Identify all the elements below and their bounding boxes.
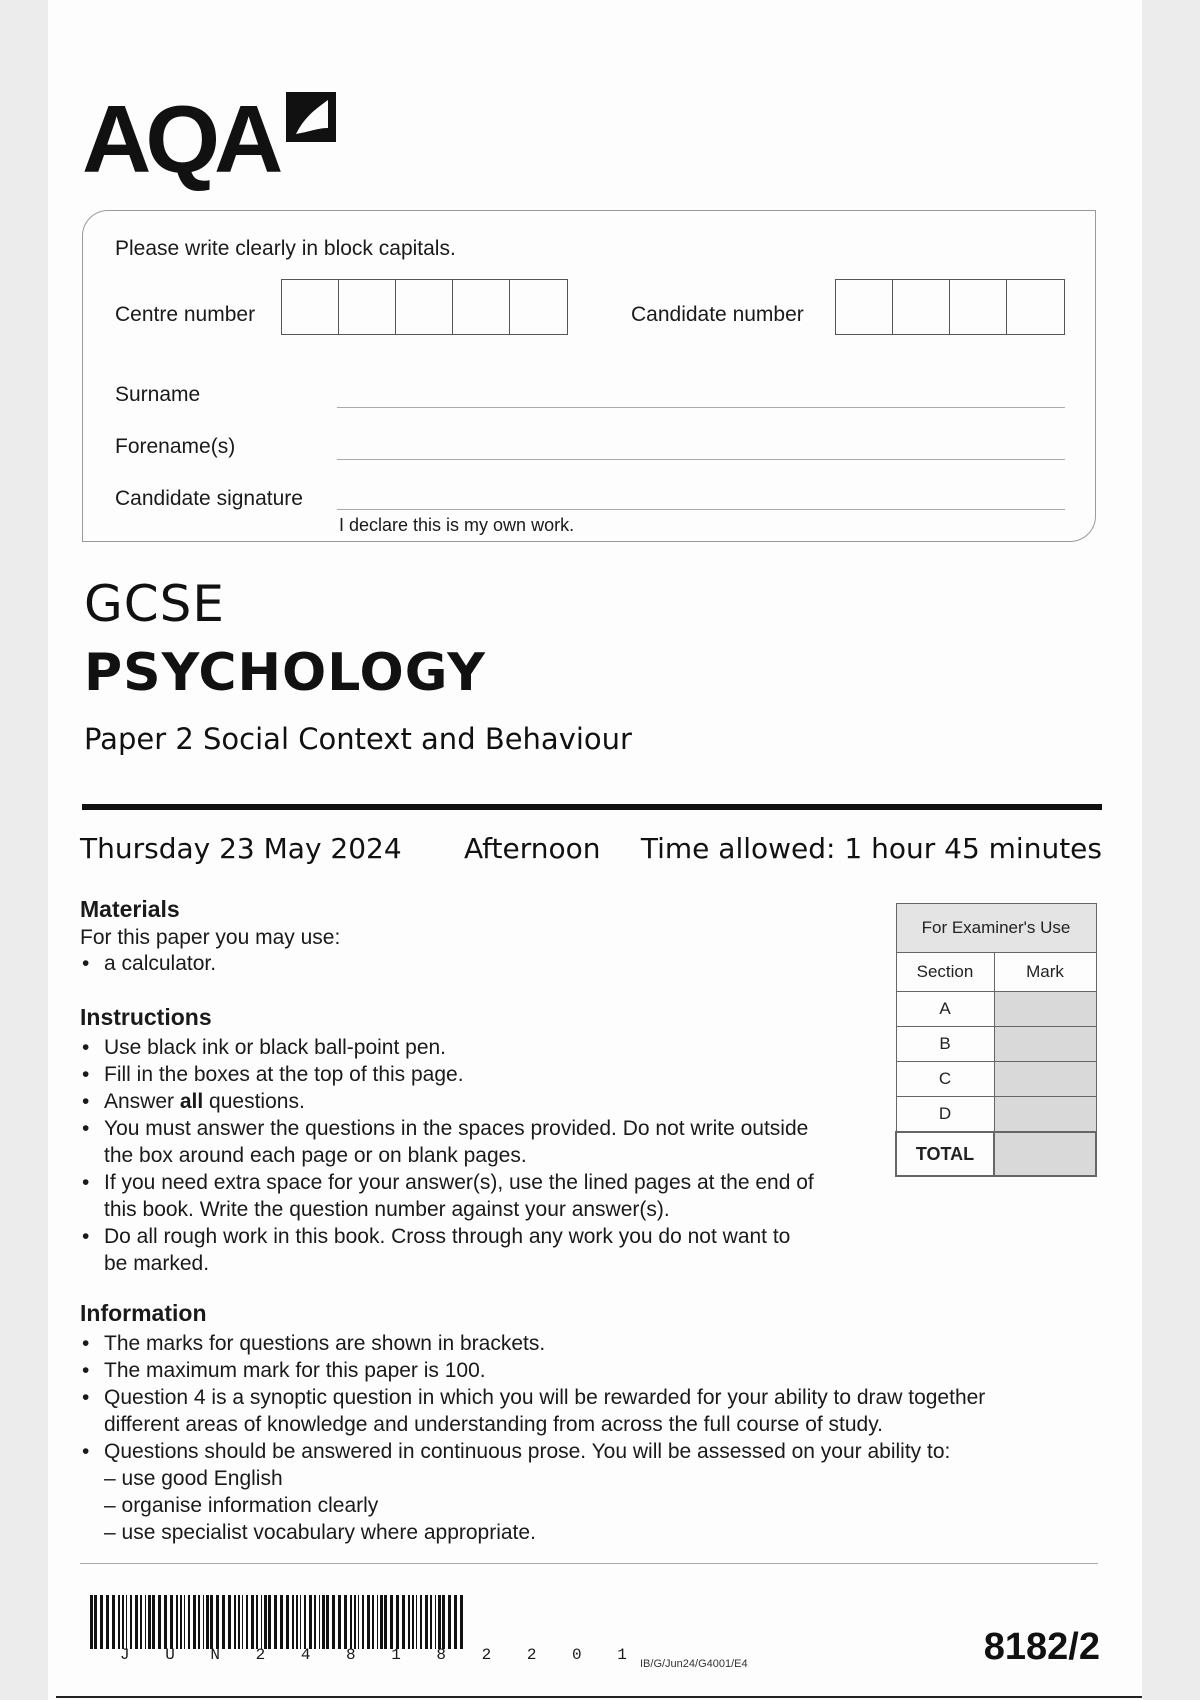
aqa-logo (82, 86, 342, 193)
instruction-item (80, 1169, 814, 1223)
paper-code: 8182/2 (983, 1626, 1100, 1668)
centre-number-boxes[interactable] (281, 279, 568, 335)
barcode-bar (118, 1595, 120, 1649)
total-label: TOTAL (896, 1132, 994, 1176)
barcode-bar (94, 1595, 97, 1649)
barcode-bar (460, 1595, 463, 1649)
centre-number-digit[interactable] (396, 280, 453, 334)
instruction-emphasis: all (179, 1090, 204, 1113)
candidate-number-digit[interactable] (950, 280, 1007, 334)
barcode (88, 1595, 470, 1649)
barcode-bar (210, 1595, 213, 1649)
document-reference: IB/G/Jun24/G4001/E4 (640, 1658, 748, 1670)
section-label: C (896, 1062, 994, 1097)
barcode-bar (354, 1595, 356, 1649)
barcode-bar (180, 1595, 182, 1649)
logo-text: AQA (82, 86, 278, 193)
barcode-bar (322, 1595, 325, 1649)
instructions-list (80, 1034, 814, 1277)
barcode-bar (251, 1595, 254, 1649)
candidate-number-digit[interactable] (836, 280, 893, 334)
instruction-text: the box around each page or on blank pages. (104, 1144, 527, 1167)
instruction-item (80, 1061, 814, 1088)
barcode-bar (344, 1595, 347, 1649)
mark-cell (994, 1027, 1096, 1062)
instruction-item (80, 1115, 814, 1169)
barcode-bar (280, 1595, 283, 1649)
instruction-text: Fill in the boxes at the top of this page. (104, 1063, 464, 1086)
barcode-bar (170, 1595, 173, 1649)
examiners-use-title: For Examiner's Use (896, 904, 1096, 953)
mark-column-header: Mark (994, 953, 1096, 992)
barcode-bar (416, 1595, 417, 1649)
section-label: D (896, 1097, 994, 1133)
information-text: different areas of knowledge and understanding from across the full course of study. (104, 1413, 884, 1436)
barcode-bar (198, 1595, 200, 1649)
barcode-bar (442, 1595, 445, 1649)
barcode-bar (300, 1595, 301, 1649)
barcode-bar (158, 1595, 161, 1649)
barcode-bar (164, 1595, 167, 1649)
barcode-bar (100, 1595, 103, 1649)
barcode-bar (193, 1595, 196, 1649)
barcode-bar (222, 1595, 225, 1649)
instruction-item (80, 1223, 814, 1277)
barcode-bar (145, 1595, 146, 1649)
qualification-level: GCSE (84, 575, 225, 633)
paper-title: Paper 2 Social Context and Behaviour (84, 722, 632, 756)
barcode-bar (264, 1595, 267, 1649)
logo-mark-icon (282, 88, 340, 146)
barcode-bar (430, 1595, 432, 1649)
declaration-text: I declare this is my own work. (339, 515, 575, 535)
centre-number-digit[interactable] (339, 280, 396, 334)
total-mark-cell (994, 1132, 1096, 1176)
section-label: B (896, 1027, 994, 1062)
criteria-item: – use specialist vocabulary where appropriate. (104, 1521, 536, 1544)
mark-cell (994, 1062, 1096, 1097)
barcode-bar (309, 1595, 312, 1649)
centre-number-digit[interactable] (453, 280, 510, 334)
barcode-bar (362, 1595, 364, 1649)
barcode-bar (384, 1595, 387, 1649)
instruction-text: this book. Write the question number against your answer(s). (104, 1198, 670, 1221)
barcode-bar (234, 1595, 236, 1649)
barcode-bar (367, 1595, 370, 1649)
information-heading: Information (80, 1300, 207, 1326)
candidate-number-boxes[interactable] (835, 279, 1065, 335)
barcode-bar (135, 1595, 138, 1649)
surname-label: Surname (115, 383, 201, 406)
barcode-bar (216, 1595, 219, 1649)
mark-cell (994, 992, 1096, 1027)
barcode-bar (314, 1595, 316, 1649)
barcode-bar (261, 1595, 262, 1649)
section-label: A (896, 992, 994, 1027)
subject-title: PSYCHOLOGY (84, 643, 486, 703)
barcode-bar (454, 1595, 457, 1649)
centre-number-digit[interactable] (510, 280, 567, 334)
block-capitals-instruction: Please write clearly in block capitals. (115, 237, 456, 260)
barcode-bar (242, 1595, 243, 1649)
barcode-bar (148, 1595, 151, 1649)
barcode-bar (402, 1595, 405, 1649)
instruction-item (80, 1088, 814, 1115)
title-divider (82, 804, 1102, 810)
time-allowed: Time allowed: 1 hour 45 minutes (640, 832, 1102, 865)
instruction-text: be marked. (104, 1252, 210, 1275)
barcode-bar (268, 1595, 271, 1649)
instructions-heading: Instructions (80, 1004, 212, 1030)
barcode-bar (228, 1595, 231, 1649)
candidate-number-digit[interactable] (1007, 280, 1064, 334)
instruction-text: questions. (203, 1090, 305, 1113)
barcode-bar (106, 1595, 109, 1649)
footer-divider (80, 1563, 1098, 1564)
materials-list (80, 950, 216, 977)
barcode-bar (176, 1595, 178, 1649)
materials-heading: Materials (80, 896, 180, 922)
candidate-number-digit[interactable] (893, 280, 950, 334)
barcode-bar (408, 1595, 410, 1649)
barcode-bar (372, 1595, 374, 1649)
barcode-bar (152, 1595, 155, 1649)
barcode-bar (390, 1595, 393, 1649)
candidate-number-label: Candidate number (631, 303, 804, 326)
instruction-text: Answer (104, 1090, 180, 1113)
section-column-header: Section (896, 953, 994, 992)
barcode-bar (122, 1595, 124, 1649)
forenames-label: Forename(s) (115, 435, 236, 458)
barcode-bar (332, 1595, 335, 1649)
information-text: Questions should be answered in continuous prose. You will be assessed on your ability to: (104, 1440, 951, 1463)
barcode-bar (256, 1595, 258, 1649)
barcode-bar (358, 1595, 359, 1649)
instruction-text: You must answer the questions in the spaces provided. Do not write outside (104, 1117, 809, 1140)
barcode-bar (435, 1595, 436, 1649)
instruction-text: If you need extra space for your answer(s), use the lined pages at the end of (104, 1171, 814, 1194)
information-item (80, 1384, 985, 1438)
barcode-digits: J U N 2 4 8 1 8 2 2 0 1 (120, 1646, 640, 1664)
barcode-bar (206, 1595, 209, 1649)
barcode-bar (380, 1595, 383, 1649)
information-item (80, 1438, 985, 1546)
barcode-bar (274, 1595, 277, 1649)
information-item: • The maximum mark for this paper is 100. (80, 1357, 985, 1384)
barcode-bar (438, 1595, 441, 1649)
barcode-bar (238, 1595, 240, 1649)
barcode-bar (448, 1595, 451, 1649)
barcode-bar (350, 1595, 352, 1649)
candidate-details-box (82, 210, 1096, 542)
exam-date: Thursday 23 May 2024 (80, 832, 402, 865)
barcode-bar (184, 1595, 185, 1649)
page-bottom-border (56, 1696, 1142, 1698)
barcode-bar (286, 1595, 289, 1649)
barcode-bar (377, 1595, 378, 1649)
surname-field[interactable] (337, 407, 1065, 408)
signature-label: Candidate signature (115, 487, 303, 510)
barcode-bar (304, 1595, 306, 1649)
centre-number-label: Centre number (115, 303, 256, 326)
mark-cell (994, 1097, 1096, 1133)
barcode-bar (126, 1595, 127, 1649)
information-text: Question 4 is a synoptic question in which you will be rewarded for your ability to draw together (104, 1386, 986, 1409)
barcode-bar (412, 1595, 414, 1649)
materials-item: • a calculator. (80, 950, 216, 977)
information-list (80, 1330, 985, 1546)
barcode-bar (292, 1595, 294, 1649)
information-item: • The marks for questions are shown in brackets. (80, 1330, 985, 1357)
barcode-bar (90, 1595, 93, 1649)
barcode-bar (203, 1595, 204, 1649)
forenames-field[interactable] (337, 459, 1065, 460)
assessment-criteria-list (104, 1465, 985, 1546)
barcode-bar (296, 1595, 298, 1649)
barcode-bar (338, 1595, 341, 1649)
signature-field[interactable] (337, 509, 1065, 510)
barcode-bar (326, 1595, 329, 1649)
barcode-bar (112, 1595, 115, 1649)
instruction-text: Do all rough work in this book. Cross through any work you do not want to (104, 1225, 791, 1248)
criteria-item: – organise information clearly (104, 1494, 379, 1517)
barcode-bar (396, 1595, 399, 1649)
barcode-bar (130, 1595, 132, 1649)
exam-session: Afternoon (464, 832, 601, 865)
materials-intro: For this paper you may use: (80, 926, 341, 949)
examiners-use-table (895, 903, 1097, 1177)
instruction-item: • Use black ink or black ball-point pen. (80, 1034, 814, 1061)
barcode-bar (420, 1595, 422, 1649)
centre-number-digit[interactable] (282, 280, 339, 334)
barcode-bar (319, 1595, 320, 1649)
barcode-bar (246, 1595, 248, 1649)
criteria-item: – use good English (104, 1467, 283, 1490)
barcode-bar (140, 1595, 142, 1649)
barcode-bar (188, 1595, 190, 1649)
barcode-bar (425, 1595, 428, 1649)
